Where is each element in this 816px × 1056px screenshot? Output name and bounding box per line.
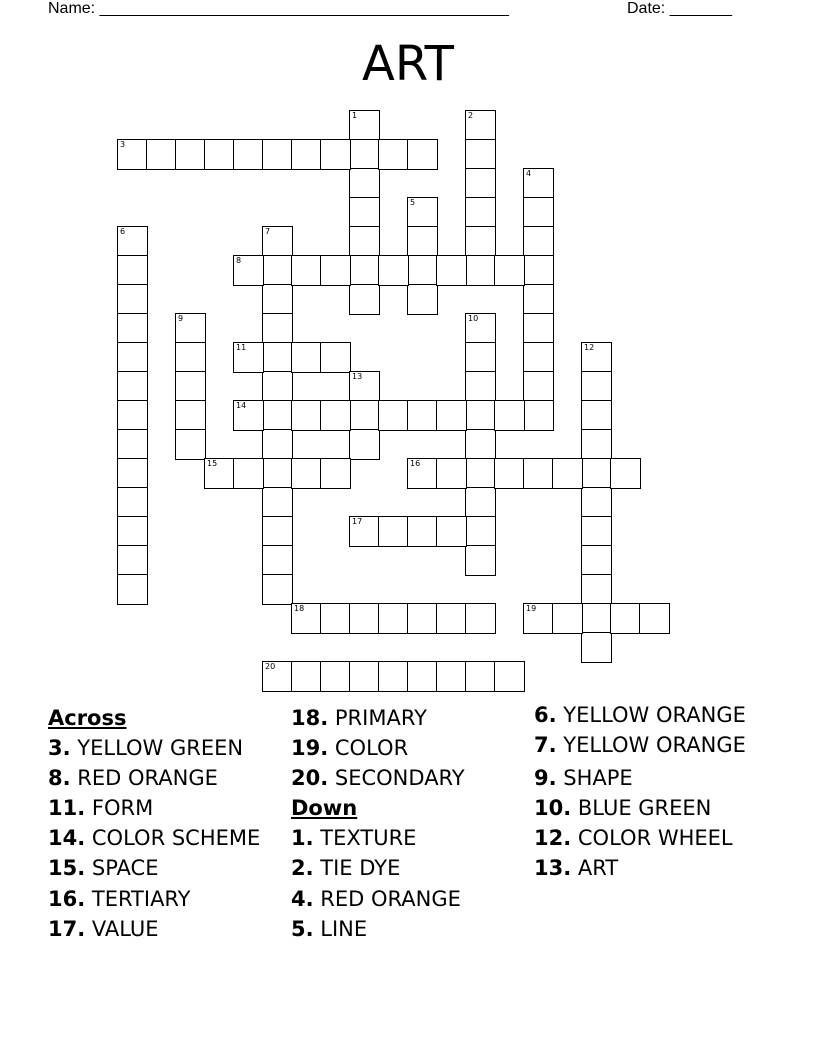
grid-cell[interactable] <box>465 313 496 344</box>
grid-cell[interactable] <box>291 400 322 431</box>
grid-cell[interactable] <box>465 487 496 518</box>
grid-cell[interactable] <box>465 110 496 141</box>
grid-cell[interactable] <box>117 574 148 605</box>
grid-cell[interactable] <box>552 603 583 634</box>
grid-cell[interactable] <box>465 371 496 402</box>
grid-cell[interactable] <box>320 342 351 373</box>
grid-cell[interactable] <box>407 226 438 257</box>
grid-cell[interactable] <box>407 661 438 692</box>
name-field-label: Name: ______________________________________________ <box>48 0 509 17</box>
grid-cell[interactable] <box>117 400 148 431</box>
grid-cell[interactable] <box>291 603 322 634</box>
cell-number: 7 <box>265 227 271 236</box>
grid-cell[interactable] <box>320 661 351 692</box>
grid-cell[interactable] <box>320 139 351 170</box>
grid-cell[interactable] <box>117 545 148 576</box>
grid-cell[interactable] <box>581 632 612 663</box>
grid-cell[interactable] <box>204 458 235 489</box>
clue-item: 1. TEXTURE <box>291 826 417 851</box>
cell-number: 13 <box>352 372 363 381</box>
grid-cell[interactable] <box>465 603 496 634</box>
clue-item: 5. LINE <box>291 916 368 941</box>
grid-cell[interactable] <box>465 342 496 373</box>
grid-cell[interactable] <box>349 371 380 402</box>
grid-cell[interactable] <box>262 545 293 576</box>
grid-cell[interactable] <box>523 603 554 634</box>
grid-cell[interactable] <box>523 313 554 344</box>
grid-cell[interactable] <box>233 400 264 431</box>
cell-number: 20 <box>265 662 276 671</box>
grid-cell[interactable] <box>117 429 148 460</box>
grid-cell[interactable] <box>117 226 148 257</box>
grid-cell[interactable] <box>262 284 293 315</box>
clue-item: 18. PRIMARY <box>291 706 427 730</box>
grid-cell[interactable] <box>465 458 496 489</box>
grid-cell[interactable] <box>465 255 496 286</box>
grid-cell[interactable] <box>436 516 467 547</box>
clue-item: 15. SPACE <box>48 856 159 881</box>
grid-cell[interactable] <box>378 661 409 692</box>
grid-cell[interactable] <box>523 371 554 402</box>
grid-cell[interactable] <box>233 255 264 286</box>
grid-cell[interactable] <box>523 342 554 373</box>
grid-cell[interactable] <box>349 168 380 199</box>
clue-item: 20. SECONDARY <box>291 766 465 791</box>
grid-cell[interactable] <box>494 458 525 489</box>
grid-cell[interactable] <box>581 458 612 489</box>
cell-number: 15 <box>207 459 218 468</box>
grid-cell[interactable] <box>378 603 409 634</box>
grid-cell[interactable] <box>610 458 641 489</box>
grid-cell[interactable] <box>117 342 148 373</box>
clue-item: 19. COLOR <box>291 736 409 761</box>
grid-cell[interactable] <box>494 400 525 431</box>
grid-cell[interactable] <box>378 255 409 286</box>
grid-cell[interactable] <box>262 516 293 547</box>
grid-cell[interactable] <box>233 139 264 170</box>
grid-cell[interactable] <box>349 197 380 228</box>
grid-cell[interactable] <box>320 255 351 286</box>
grid-cell[interactable] <box>117 284 148 315</box>
clue-item: 9. SHAPE <box>534 766 633 790</box>
grid-cell[interactable] <box>581 603 612 634</box>
grid-cell[interactable] <box>175 429 206 460</box>
grid-cell[interactable] <box>523 458 554 489</box>
clue-column-2 <box>291 703 526 944</box>
grid-cell[interactable] <box>262 487 293 518</box>
clue-item: 2. TIE DYE <box>291 856 401 881</box>
grid-cell[interactable] <box>117 371 148 402</box>
grid-cell[interactable] <box>523 284 554 315</box>
grid-cell[interactable] <box>175 313 206 344</box>
clue-item: 6. YELLOW ORANGE <box>534 703 746 727</box>
cell-number: 8 <box>236 256 242 265</box>
grid-cell[interactable] <box>407 197 438 228</box>
grid-cell[interactable] <box>581 574 612 605</box>
cell-number: 18 <box>294 604 305 613</box>
cell-number: 14 <box>236 401 247 410</box>
grid-cell[interactable] <box>117 139 148 170</box>
grid-cell[interactable] <box>291 255 322 286</box>
cell-number: 6 <box>120 227 126 236</box>
grid-cell[interactable] <box>262 400 293 431</box>
grid-cell[interactable] <box>407 255 438 286</box>
grid-cell[interactable] <box>465 226 496 257</box>
grid-cell[interactable] <box>291 342 322 373</box>
grid-cell[interactable] <box>465 197 496 228</box>
grid-cell[interactable] <box>262 226 293 257</box>
grid-cell[interactable] <box>465 168 496 199</box>
grid-cell[interactable] <box>291 139 322 170</box>
clue-item: 16. TERTIARY <box>48 886 191 911</box>
grid-cell[interactable] <box>407 139 438 170</box>
grid-cell[interactable] <box>581 429 612 460</box>
grid-cell[interactable] <box>117 516 148 547</box>
grid-cell[interactable] <box>581 516 612 547</box>
grid-cell[interactable] <box>233 342 264 373</box>
across-heading: Across <box>48 706 127 730</box>
grid-cell[interactable] <box>349 284 380 315</box>
grid-cell[interactable] <box>291 458 322 489</box>
grid-cell[interactable] <box>436 255 467 286</box>
cell-number: 2 <box>468 111 474 120</box>
grid-cell[interactable] <box>494 255 525 286</box>
grid-cell[interactable] <box>204 139 235 170</box>
grid-cell[interactable] <box>436 661 467 692</box>
grid-cell[interactable] <box>117 313 148 344</box>
grid-cell[interactable] <box>146 139 177 170</box>
clue-item: 12. COLOR WHEEL <box>534 826 733 851</box>
grid-cell[interactable] <box>349 139 380 170</box>
page-title: ART <box>361 36 454 92</box>
grid-cell[interactable] <box>262 429 293 460</box>
grid-cell[interactable] <box>117 487 148 518</box>
grid-cell[interactable] <box>175 371 206 402</box>
grid-cell[interactable] <box>407 284 438 315</box>
clue-item: 11. FORM <box>48 796 154 821</box>
grid-cell[interactable] <box>233 458 264 489</box>
grid-cell[interactable] <box>581 342 612 373</box>
grid-cell[interactable] <box>581 400 612 431</box>
cell-number: 16 <box>410 459 421 468</box>
clue-item: 14. COLOR SCHEME <box>48 826 261 851</box>
grid-cell[interactable] <box>436 458 467 489</box>
date-field-label: Date: _______ <box>627 0 732 17</box>
grid-cell[interactable] <box>523 197 554 228</box>
clue-column-1 <box>48 703 283 944</box>
clue-item: 4. RED ORANGE <box>291 886 461 911</box>
grid-cell[interactable] <box>465 139 496 170</box>
cell-number: 3 <box>120 140 126 149</box>
grid-cell[interactable] <box>378 516 409 547</box>
clue-item: 3. YELLOW GREEN <box>48 736 244 761</box>
clue-column-3 <box>534 703 764 883</box>
grid-cell[interactable] <box>407 516 438 547</box>
grid-cell[interactable] <box>349 516 380 547</box>
cell-number: 1 <box>352 111 358 120</box>
grid-cell[interactable] <box>378 139 409 170</box>
clue-item: 7. YELLOW ORANGE <box>534 733 746 757</box>
grid-cell[interactable] <box>262 458 293 489</box>
cell-number: 10 <box>468 314 479 323</box>
grid-cell[interactable] <box>349 603 380 634</box>
clue-item: 8. RED ORANGE <box>48 766 218 791</box>
grid-cell[interactable] <box>262 371 293 402</box>
grid-cell[interactable] <box>175 342 206 373</box>
grid-cell[interactable] <box>523 226 554 257</box>
grid-cell[interactable] <box>349 110 380 141</box>
grid-cell[interactable] <box>320 603 351 634</box>
grid-cell[interactable] <box>407 458 438 489</box>
grid-cell[interactable] <box>320 400 351 431</box>
grid-cell[interactable] <box>523 255 554 286</box>
grid-cell[interactable] <box>639 603 670 634</box>
grid-cell[interactable] <box>291 661 322 692</box>
grid-cell[interactable] <box>465 545 496 576</box>
grid-cell[interactable] <box>262 574 293 605</box>
grid-cell[interactable] <box>436 603 467 634</box>
grid-cell[interactable] <box>175 139 206 170</box>
grid-cell[interactable] <box>581 545 612 576</box>
grid-cell[interactable] <box>436 400 467 431</box>
grid-cell[interactable] <box>494 661 525 692</box>
clue-item: 10. BLUE GREEN <box>534 796 712 821</box>
grid-cell[interactable] <box>262 139 293 170</box>
grid-cell[interactable] <box>407 400 438 431</box>
cell-number: 17 <box>352 517 363 526</box>
grid-cell[interactable] <box>349 429 380 460</box>
cell-number: 12 <box>584 343 595 352</box>
cell-number: 5 <box>410 198 416 207</box>
grid-cell[interactable] <box>262 255 293 286</box>
grid-cell[interactable] <box>175 400 206 431</box>
cell-number: 11 <box>236 343 247 352</box>
grid-cell[interactable] <box>465 661 496 692</box>
grid-cell[interactable] <box>262 313 293 344</box>
grid-cell[interactable] <box>320 458 351 489</box>
grid-cell[interactable] <box>465 400 496 431</box>
grid-cell[interactable] <box>117 255 148 286</box>
grid-cell[interactable] <box>523 400 554 431</box>
clue-item: 13. ART <box>534 856 619 881</box>
grid-cell[interactable] <box>349 226 380 257</box>
cell-number: 4 <box>526 169 532 178</box>
grid-cell[interactable] <box>581 487 612 518</box>
grid-cell[interactable] <box>407 603 438 634</box>
grid-cell[interactable] <box>117 458 148 489</box>
cell-number: 9 <box>178 314 184 323</box>
grid-cell[interactable] <box>465 516 496 547</box>
grid-cell[interactable] <box>349 400 380 431</box>
down-heading: Down <box>291 796 358 821</box>
clue-item: 17. VALUE <box>48 916 159 941</box>
grid-cell[interactable] <box>262 661 293 692</box>
grid-cell[interactable] <box>349 255 380 286</box>
grid-cell[interactable] <box>262 342 293 373</box>
grid-cell[interactable] <box>610 603 641 634</box>
grid-cell[interactable] <box>465 429 496 460</box>
grid-cell[interactable] <box>581 371 612 402</box>
grid-cell[interactable] <box>523 168 554 199</box>
cell-number: 19 <box>526 604 537 613</box>
grid-cell[interactable] <box>552 458 583 489</box>
grid-cell[interactable] <box>378 400 409 431</box>
grid-cell[interactable] <box>349 661 380 692</box>
